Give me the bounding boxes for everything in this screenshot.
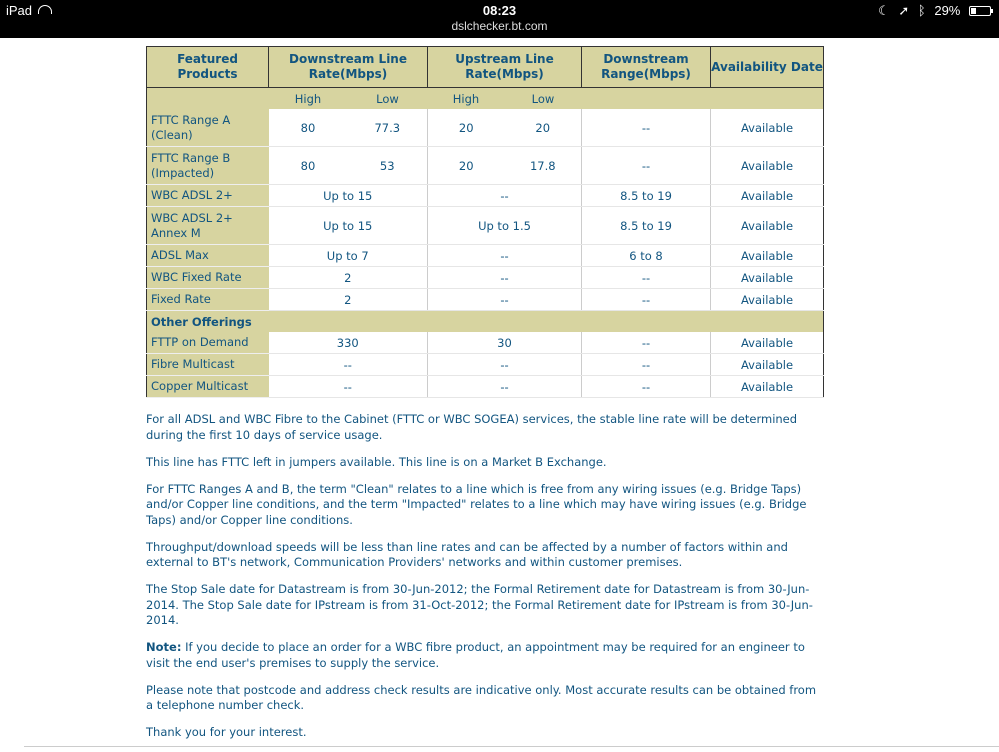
postcode-note: Please note that postcode and address check results are indicative only. Most accurate results can be obtained from a telephone number check. [146, 682, 817, 712]
header-downstream-rate: Downstream Line Rate(Mbps) [269, 47, 428, 88]
upstream-value: Up to 1.5 [428, 207, 582, 245]
upstream-value: -- [428, 267, 582, 289]
product-name: WBC ADSL 2+ [147, 185, 269, 207]
range-value: 6 to 8 [582, 245, 711, 267]
availability-value: Available [711, 289, 824, 311]
upstream-value: -- [428, 245, 582, 267]
note-text: If you decide to place an order for a WBC fibre product, an appointment may be required for an engineer to visit the end user's premises to supply the service. [146, 640, 805, 670]
header-downstream-range: Downstream Range(Mbps) [582, 47, 711, 88]
header-featured-products: Featured Products [147, 47, 269, 88]
section-row-other-offerings [147, 311, 824, 333]
down-high-value: 80 [269, 147, 348, 185]
moon-icon: ☾ [878, 3, 890, 18]
downstream-value: Up to 15 [269, 207, 428, 245]
availability-value: Available [711, 267, 824, 289]
range-value: -- [582, 109, 711, 147]
subheader-down-high: High [269, 88, 348, 110]
range-value: -- [582, 354, 711, 376]
note-paragraph: Throughput/download speeds will be less than line rates and can be affected by a number of factors within and external to BT's network, Communication Providers' networks and within customer premises. [146, 539, 788, 569]
availability-value: Available [711, 332, 824, 354]
up-high-value: 20 [428, 147, 505, 185]
divider [24, 746, 999, 747]
up-low-value: 20 [505, 109, 582, 147]
battery-percent: 29% [934, 3, 961, 18]
downstream-value: 2 [269, 289, 428, 311]
availability-value: Available [711, 354, 824, 376]
range-value: -- [582, 332, 711, 354]
notes-section [146, 412, 822, 752]
up-high-value: 20 [428, 109, 505, 147]
downstream-value: -- [269, 354, 428, 376]
subheader-up-high: High [428, 88, 505, 110]
availability-value: Available [711, 245, 824, 267]
engineer-note [146, 640, 822, 671]
availability-value: Available [711, 185, 824, 207]
availability-value: Available [711, 109, 824, 147]
downstream-value: Up to 15 [269, 185, 428, 207]
header-availability-date: Availability Date [711, 47, 824, 88]
address-bar[interactable]: dslchecker.bt.com [451, 19, 548, 33]
table-row [147, 267, 824, 289]
upstream-value: 30 [428, 332, 582, 354]
down-low-value: 77.3 [348, 109, 428, 147]
availability-value: Available [711, 376, 824, 398]
bluetooth-icon: ᛒ [917, 3, 926, 18]
upstream-value: -- [428, 354, 582, 376]
down-high-value: 80 [269, 109, 348, 147]
thanks-text: Thank you for your interest. [146, 725, 307, 739]
down-low-value: 53 [348, 147, 428, 185]
downstream-value: Up to 7 [269, 245, 428, 267]
upstream-value: -- [428, 289, 582, 311]
note-paragraph: The Stop Sale date for Datastream is from 30-Jun-2012; the Formal Retirement date for Datastream is from 30-Jun-2014. The Stop Sale date for IPstream is from 31-Oct-2012; the Formal Retirement date for IPstream is from 30-Jun-2014. [146, 582, 813, 627]
device-label: iPad [6, 3, 33, 18]
battery-icon [969, 6, 991, 16]
product-name: ADSL Max [147, 245, 269, 267]
table-row [147, 207, 824, 245]
table-row [147, 109, 824, 147]
downstream-value: 330 [269, 332, 428, 354]
table-row [147, 332, 824, 354]
range-value: 8.5 to 19 [582, 185, 711, 207]
note-paragraph: For FTTC Ranges A and B, the term "Clean" relates to a line which is free from any wiring issues (e.g. Bridge Taps) and/or Copper line conditions, and the term "Impacted" relates to a line which may have wiring issues (e.g. Bridge Taps) and/or Copper line conditions. [146, 481, 807, 527]
availability-table [146, 46, 824, 398]
subheader-up-low: Low [505, 88, 582, 110]
range-value: -- [582, 267, 711, 289]
product-name: FTTP on Demand [147, 332, 269, 354]
note-paragraph: For all ADSL and WBC Fibre to the Cabinet (FTTC or WBC SOGEA) services, the stable line rate will be determined during the first 10 days of service usage. [146, 412, 798, 442]
product-name: Copper Multicast [147, 376, 269, 398]
table-row [147, 245, 824, 267]
upstream-value: -- [428, 185, 582, 207]
table-row [147, 376, 824, 398]
product-name: WBC Fixed Rate [147, 267, 269, 289]
product-name: FTTC Range B (Impacted) [147, 147, 269, 185]
location-icon: ➚ [898, 3, 910, 18]
note-paragraph: This line has FTTC left in jumpers available. This line is on a Market B Exchange. [146, 454, 607, 469]
range-value: 8.5 to 19 [582, 207, 711, 245]
status-icons [873, 3, 991, 19]
subheader-blank [582, 88, 711, 110]
subheader-blank [147, 88, 269, 110]
subheader-blank [711, 88, 824, 110]
subheader-down-low: Low [348, 88, 428, 110]
clock: 08:23 [482, 3, 517, 18]
range-value: -- [582, 147, 711, 185]
product-name: Fibre Multicast [147, 354, 269, 376]
table-row [147, 289, 824, 311]
range-value: -- [582, 289, 711, 311]
section-title: Other Offerings [147, 311, 824, 333]
status-bar [0, 0, 999, 38]
up-low-value: 17.8 [505, 147, 582, 185]
upstream-value: -- [428, 376, 582, 398]
product-name: WBC ADSL 2+ Annex M [147, 207, 269, 245]
note-label: Note: [146, 640, 182, 654]
product-name: Fixed Rate [147, 289, 269, 311]
table-row [147, 185, 824, 207]
downstream-value: -- [269, 376, 428, 398]
availability-value: Available [711, 147, 824, 185]
subheader-row [147, 88, 824, 110]
range-value: -- [582, 376, 711, 398]
downstream-value: 2 [269, 267, 428, 289]
table-header-row [147, 47, 824, 88]
product-name: FTTC Range A (Clean) [147, 109, 269, 147]
table-row [147, 147, 824, 185]
table-row [147, 354, 824, 376]
header-upstream-rate: Upstream Line Rate(Mbps) [428, 47, 582, 88]
availability-value: Available [711, 207, 824, 245]
